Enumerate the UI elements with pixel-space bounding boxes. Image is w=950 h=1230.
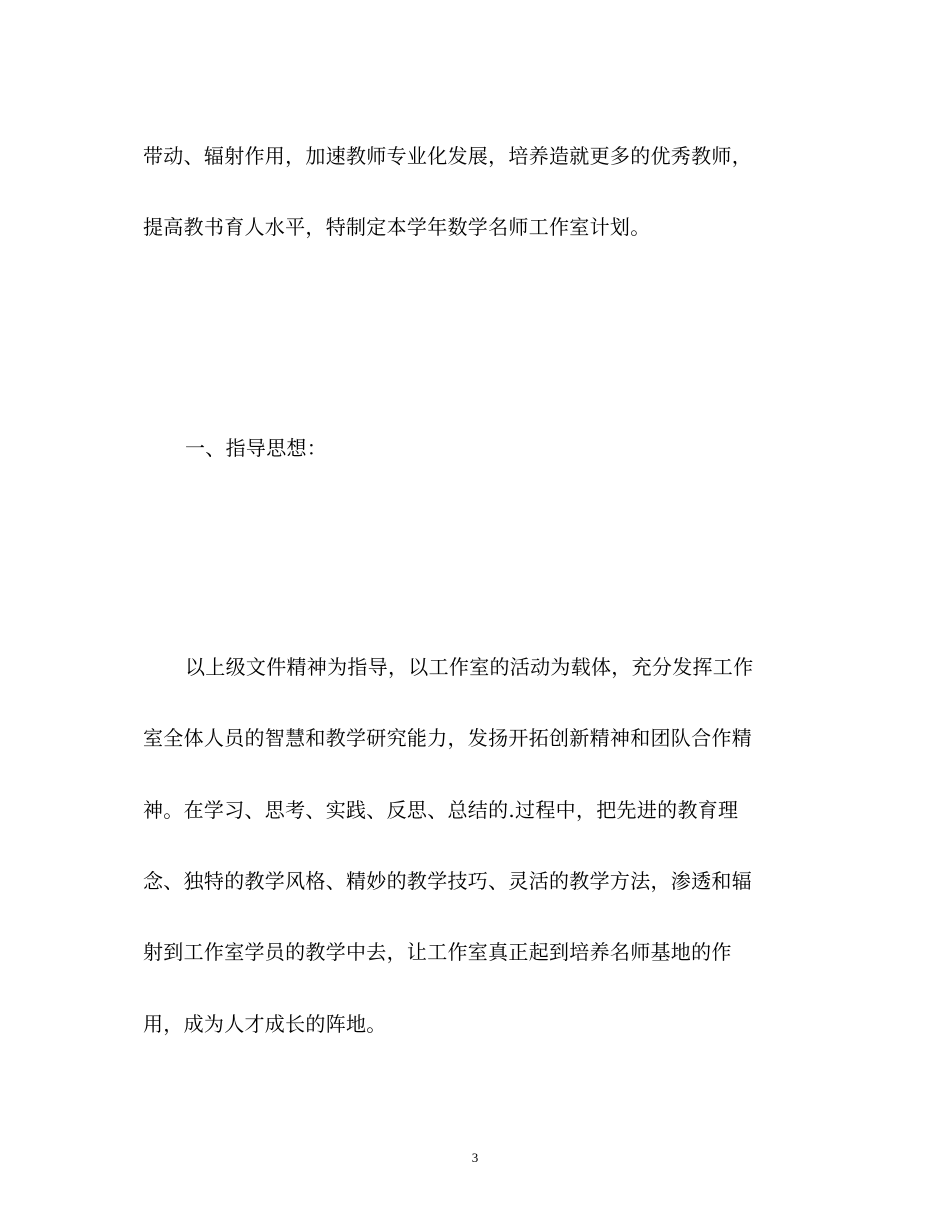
page-number: 3 [471,1150,479,1165]
guiding-line-1: 以上级文件精神为指导，以工作室的活动为载体，充分发挥工作 [185,655,754,679]
guiding-line-3: 神。在学习、思考、实践、反思、总结的.过程中，把先进的教育理 [143,798,739,822]
intro-line-1: 带动、辐射作用，加速教师专业化发展，培养造就更多的优秀教师， [143,144,752,168]
section-heading: 一、指导思想： [185,436,328,460]
intro-line-2: 提高教书育人水平，特制定本学年数学名师工作室计划。 [143,215,651,239]
guiding-line-4: 念、独特的教学风格、精妙的教学技巧、灵活的教学方法，渗透和辐 [143,869,752,893]
guiding-line-2: 室全体人员的智慧和教学研究能力，发扬开拓创新精神和团队合作精 [143,726,752,750]
guiding-line-6: 用，成为人才成长的阵地。 [143,1012,387,1036]
guiding-line-5: 射到工作室学员的教学中去，让工作室真正起到培养名师基地的作 [143,940,732,964]
